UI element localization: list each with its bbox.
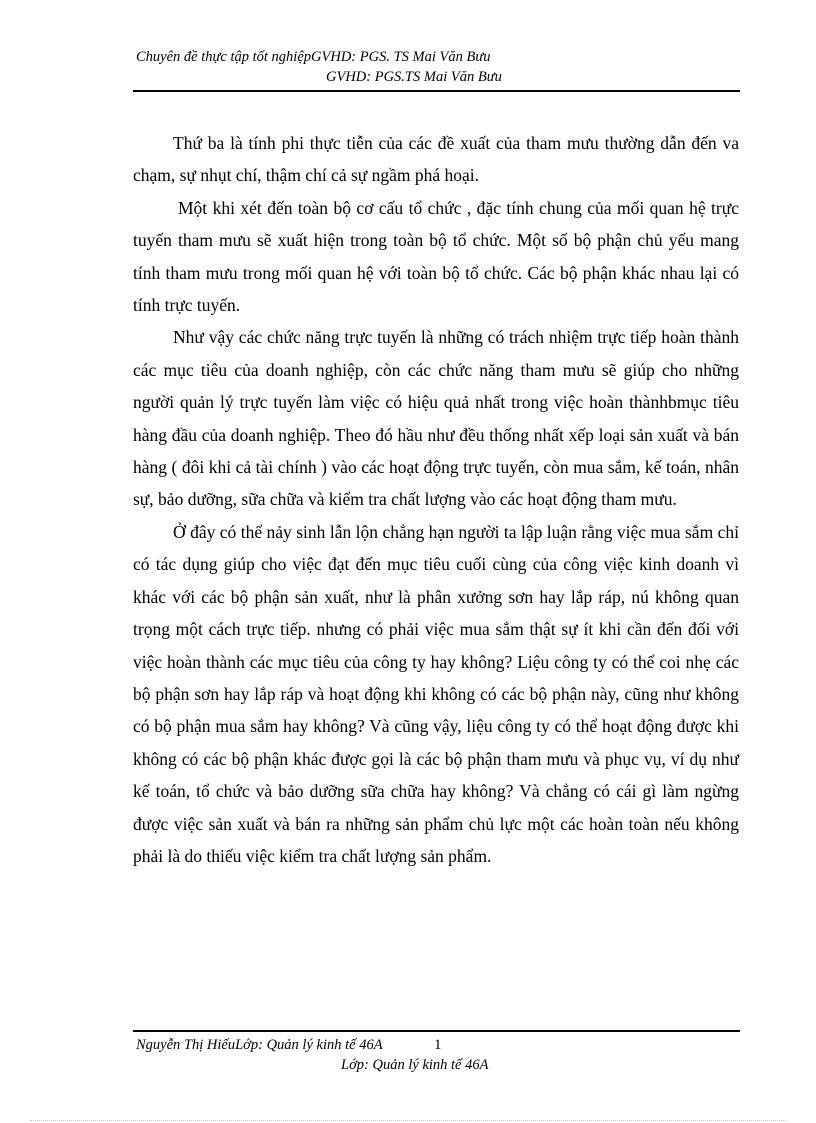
paragraph-3: Như vậy các chức năng trực tuyến là những có trách nhiệm trực tiếp hoàn thành các mục tiêu của doanh nghiệp, còn các chức năng tham mưu sẽ giúp cho những người quản lý trực tuyến làm việc có hiệu quả nhất trong việc hoàn thànhbmục tiêu hàng đầu của doanh nghiệp. Theo đó hầu như đều thống nhất xếp loại sản xuất và bán hàng ( đôi khi cả tài chính ) vào các hoạt động trực tuyến, còn mua sắm, kế toán, nhân sự, bảo dưỡng, sữa chữa và kiểm tra chất lượng vào các hoạt động tham mưu.	[133, 327, 739, 510]
header-advisor: GVHD: PGS.TS Mai Văn Bưu	[326, 69, 502, 85]
document-body	[133, 127, 739, 872]
footer-divider	[133, 1030, 740, 1032]
footer-class: Lớp: Quản lý kinh tế 46A	[341, 1057, 489, 1073]
paragraph-2: Một khi xét đến toàn bộ cơ cấu tổ chức , đặc tính chung của mối quan hệ trực tuyến tham mưu sẽ xuất hiện trong toàn bộ tổ chức. Một số bộ phận chủ yếu mang tính tham mưu trong mối quan hệ với toàn bộ tổ chức. Các bộ phận khác nhau lại có tính trực tuyến.	[133, 197, 739, 316]
header-title: Chuyên đề thực tập tốt nghiệpGVHD: PGS. TS Mai Văn Bưu	[136, 49, 491, 65]
paragraph-4: Ở đây có thể nảy sinh lẫn lộn chẳng hạn người ta lập luận rằng việc mua sắm chỉ có tác dụng giúp cho việc đạt đến mục tiêu cuối cùng của công việc kinh doanh vì khác với các bộ phận sản xuất, như là phân xưởng sơn hay lắp ráp, nú không quan trọng một cách trực tiếp. nhưng có phải việc mua sắm thật sự ít khi cần đến đối với việc hoàn thành các mục tiêu của công ty hay không? Liệu công ty có thể coi nhẹ các bộ phận sơn hay lắp ráp và hoạt động khi không có các bộ phận này, cũng như không có bộ phận mua sắm hay không? Và cũng vậy, liệu công ty có thể hoạt động được khi không có các bộ phận khác được gọi là các bộ phận tham mưu và phục vụ, ví dụ như kế toán, tổ chức và bảo dưỡng sữa chữa hay không? Và chẳng có cái gì làm ngừng được việc sản xuất và bán ra những sản phẩm chủ lực một các hoàn toàn nếu không phải là do thiếu việc kiểm tra chất lượng sản phẩm.	[133, 521, 739, 866]
page-bottom-border	[30, 1120, 786, 1121]
paragraph-1: Thứ ba là tính phi thực tiễn của các đề xuất của tham mưu thường dẫn đến va chạm, sự nhụt chí, thậm chí cả sự ngầm phá hoại.	[133, 133, 739, 186]
header-divider	[133, 90, 740, 92]
footer-author: Nguyễn Thị HiếuLớp: Quản lý kinh tế 46A	[136, 1037, 383, 1053]
page-number: 1	[434, 1037, 442, 1053]
